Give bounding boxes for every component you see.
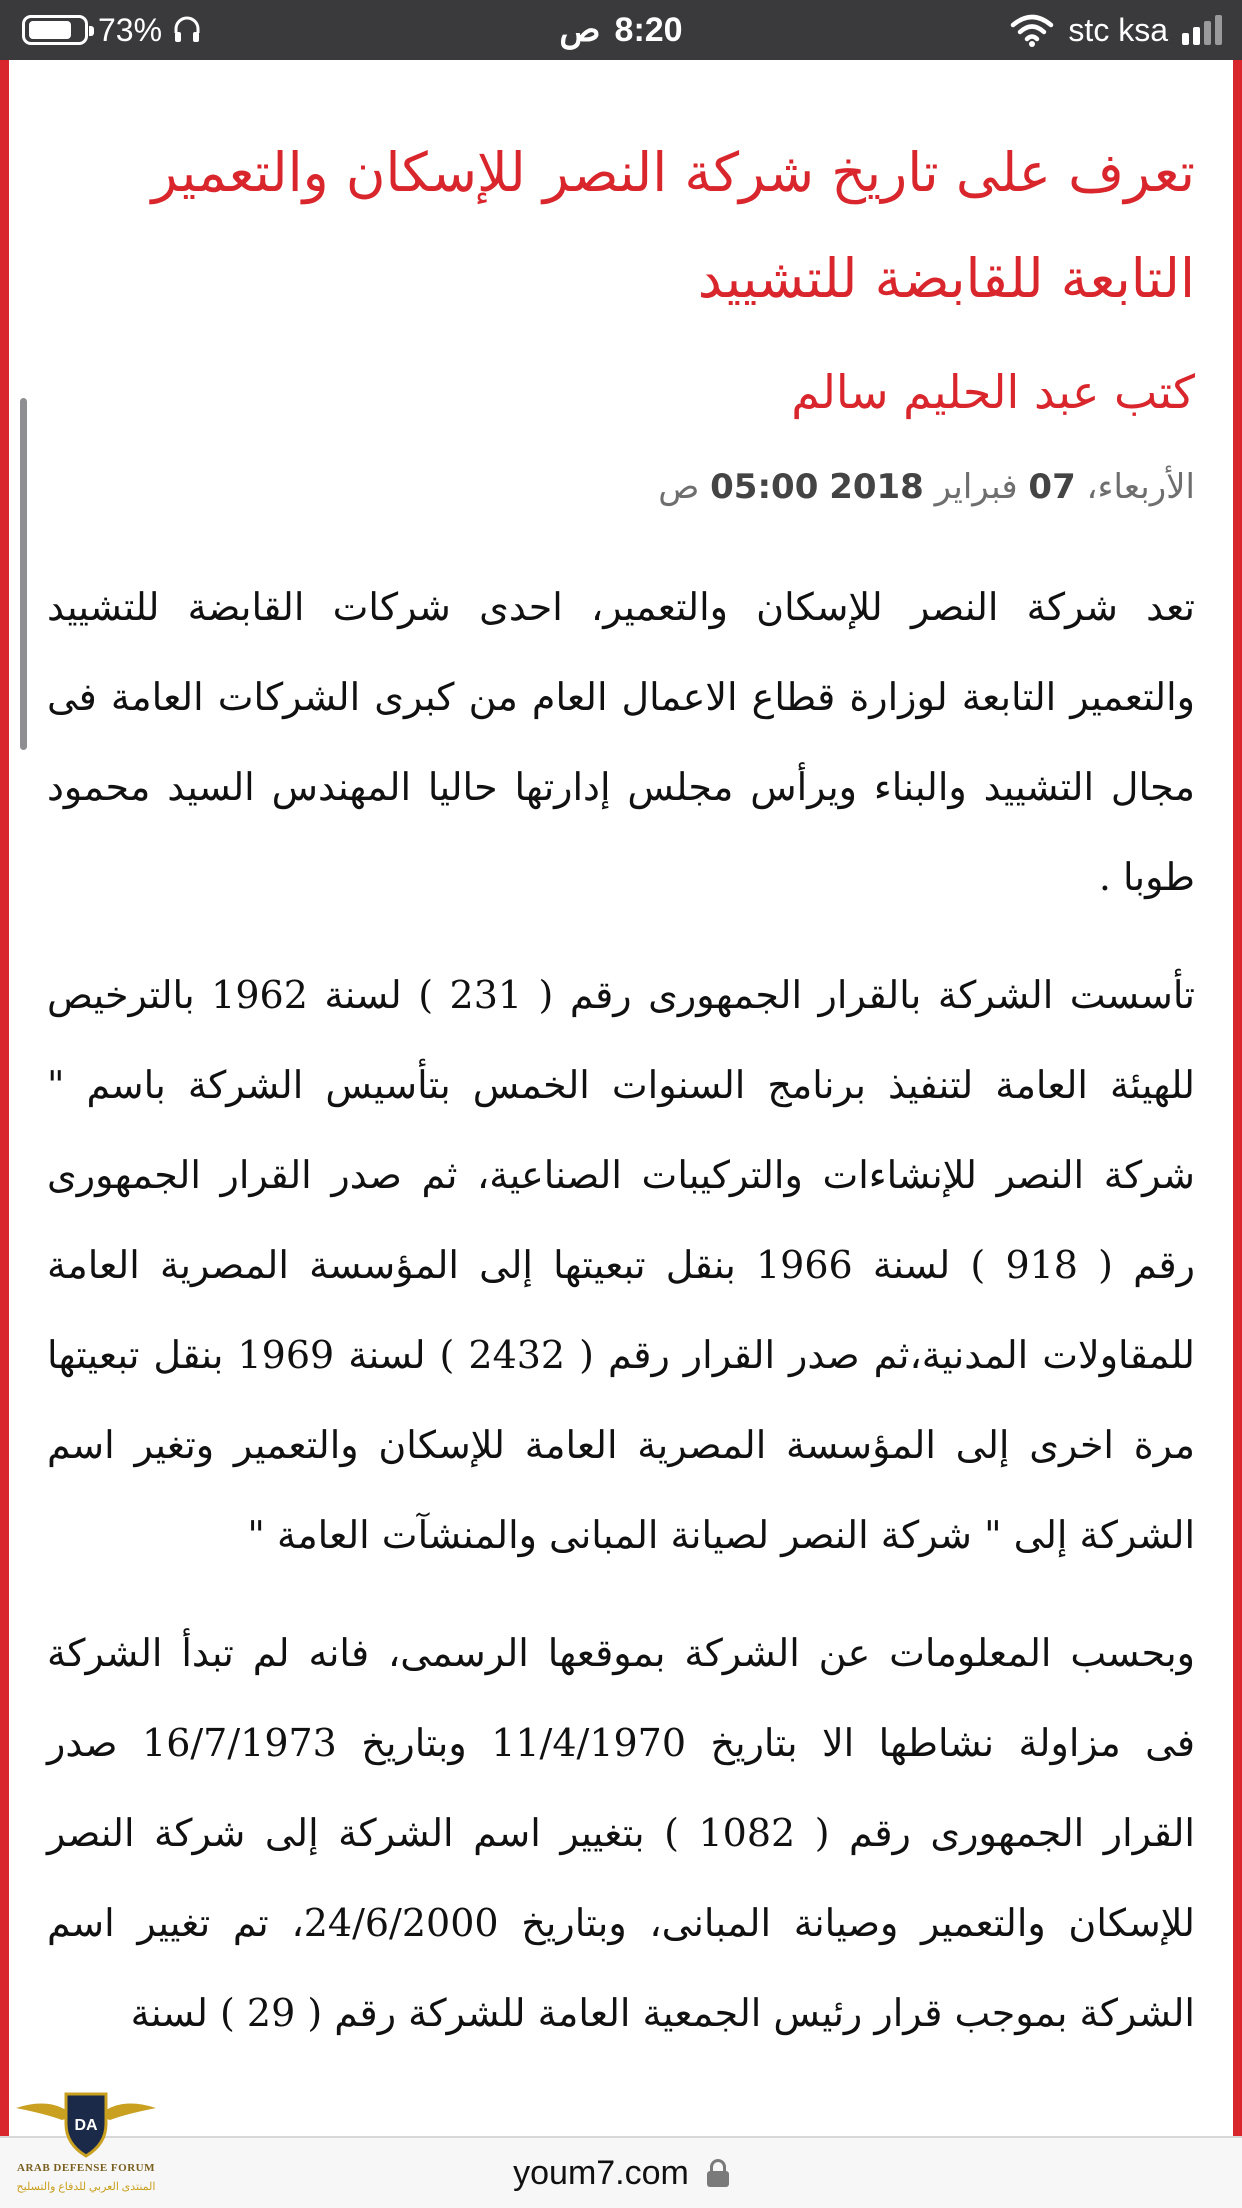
article-date (47, 462, 1195, 512)
article-paragraph: تأسست الشركة بالقرار الجمهورى رقم ( 231 ) لسنة 1962 بالترخيص للهيئة العامة لتنفيذ برنامج السنوات الخمس بتأسيس الشركة باسم " شركة النصر للإنشاءات والتركيبات الصناعية، ثم صدر القرار الجمهورى رقم ( 918 ) لسنة 1966 بنقل تبعيتها إلى المؤسسة المصرية العامة للمقاولات المدنية،ثم صدر القرار رقم ( 2432 ) لسنة 1969 بنقل تبعيتها مرة اخرى إلى المؤسسة المصرية العامة للإسكان والتعمير وتغير اسم الشركة إلى " شركة النصر لصيانة المبانى والمنشآت العامة " (47, 973, 1195, 1557)
wifi-icon (1010, 13, 1054, 47)
watermark-line-2: المنتدى العربي للدفاع والتسليح (16, 2181, 156, 2193)
article-author[interactable]: كتب عبد الحليم سالم (791, 365, 1195, 419)
signal-icon (1182, 15, 1222, 45)
status-bar-right (1010, 0, 1222, 60)
status-bar (0, 0, 1242, 60)
article-paragraph: تعد شركة النصر للإسكان والتعمير، احدى شركات القابضة للتشييد والتعمير التابعة لوزارة قطاع الاعمال العام من كبرى الشركات العامة فى مجال التشييد والبناء ويرأس مجلس إدارتها حاليا المهندس السيد محمود طوبا . (47, 585, 1195, 899)
date-period: ص (658, 467, 700, 507)
date-year: 2018 (829, 467, 924, 507)
shield-icon (6, 2080, 166, 2164)
article-page[interactable] (0, 60, 1242, 2136)
clock-time: 8:20 (614, 10, 683, 49)
battery-percentage: 73% (98, 11, 163, 48)
article-title: تعرف على تاريخ شركة النصر للإسكان والتعمير التابعة للقابضة للتشييد (151, 141, 1195, 310)
date-time: 05:00 (710, 467, 819, 507)
watermark-line-1: ARAB DEFENSE FORUM (17, 2162, 155, 2174)
address-bar[interactable] (0, 2136, 1242, 2208)
scroll-indicator[interactable] (20, 398, 27, 750)
clock-period: ص (559, 11, 601, 49)
date-day: 07 (1028, 467, 1076, 507)
date-month: فبراير (934, 467, 1018, 507)
logo-initials: DA (74, 2117, 98, 2134)
date-weekday: الأربعاء، (1086, 467, 1195, 507)
lock-icon (707, 2159, 729, 2187)
address-domain[interactable]: youm7.com (513, 2153, 689, 2192)
watermark-logo (6, 2080, 166, 2208)
carrier-name: stc ksa (1068, 11, 1168, 48)
article-paragraph: وبحسب المعلومات عن الشركة بموقعها الرسمى، فانه لم تبدأ الشركة فى مزاولة نشاطها الا بتاريخ 11/4/1970 وبتاريخ 16/7/1973 صدر القرار الجمهورى رقم ( 1082 ) بتغيير اسم الشركة إلى شركة النصر للإسكان والتعمير وصيانة المبانى، وبتاريخ 24/6/2000، تم تغيير اسم الشركة بموجب قرار رئيس الجمعية العامة للشركة رقم ( 29 ) لسنة (47, 1631, 1195, 2035)
article (47, 60, 1195, 2058)
